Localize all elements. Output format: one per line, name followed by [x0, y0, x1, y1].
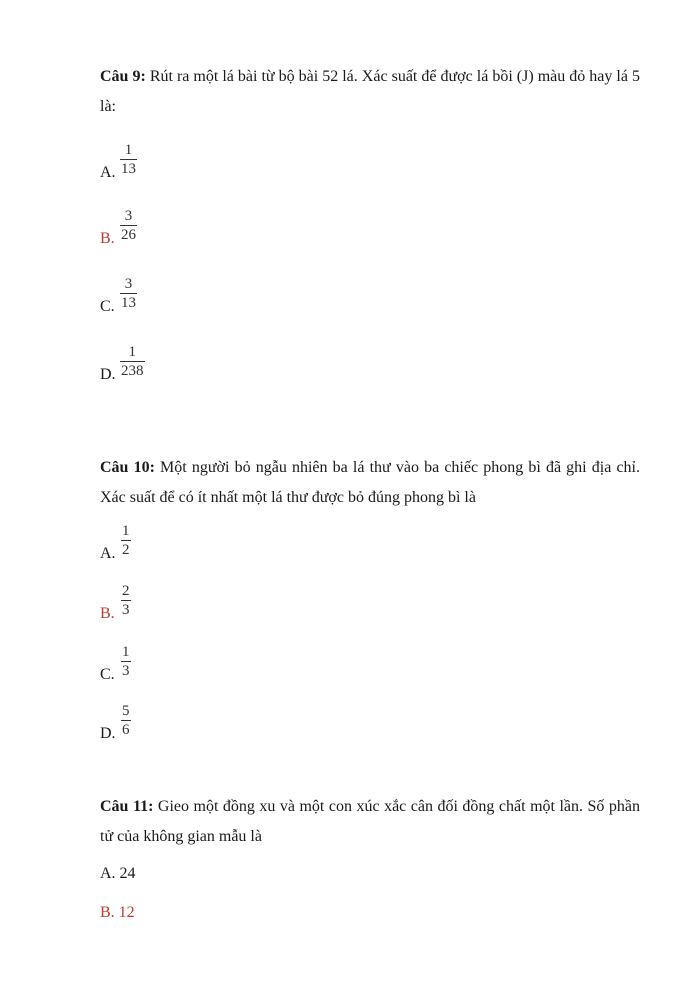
q11-option-a: A. 24 — [100, 865, 136, 882]
q11-option-b: B. 12 — [100, 904, 135, 921]
denominator: 2 — [122, 542, 130, 558]
question-11 — [100, 792, 640, 852]
denominator: 6 — [122, 722, 130, 738]
numerator: 5 — [122, 703, 130, 719]
q10-option-d-letter: D. — [100, 725, 116, 742]
question-10-label: Câu 10: — [100, 459, 155, 476]
q10-option-a-letter: A. — [100, 545, 116, 562]
denominator: 13 — [121, 161, 136, 177]
fraction-bar — [121, 600, 131, 601]
question-10-text: Một người bỏ ngẫu nhiên ba lá thư vào ba chiếc phong bì đã ghi địa chỉ. Xác suất để có ít nhất một lá thư được bỏ đúng phong bì là — [100, 459, 641, 506]
numerator: 2 — [122, 583, 130, 599]
q10-option-c-fraction — [121, 644, 131, 679]
numerator: 3 — [124, 276, 133, 292]
question-11-text: Gieo một đồng xu và một con xúc xắc cân đối đồng chất một lần. Số phần tử của không gian mẫu là — [100, 798, 641, 845]
question-9-text: Rút ra một lá bài từ bộ bài 52 lá. Xác suất để được lá bồi (J) màu đỏ hay lá 5 là: — [100, 68, 641, 115]
q10-option-b-fraction — [121, 583, 131, 618]
fraction-bar — [121, 661, 131, 662]
numerator: 1 — [122, 523, 130, 539]
numerator: 1 — [128, 344, 136, 360]
question-10 — [100, 453, 640, 513]
q9-option-a-letter: A. — [100, 164, 116, 181]
fraction-bar — [121, 540, 131, 541]
fraction-bar — [120, 159, 137, 160]
numerator: 1 — [124, 142, 133, 158]
denominator: 13 — [121, 295, 136, 311]
fraction-bar — [120, 225, 137, 226]
q9-option-d-fraction — [120, 344, 145, 379]
numerator: 1 — [122, 644, 130, 660]
denominator: 238 — [121, 363, 144, 379]
q9-option-c-fraction — [120, 276, 137, 311]
q10-option-a-fraction — [121, 523, 131, 558]
question-9-label: Câu 9: — [100, 68, 146, 85]
q10-option-b-letter: B. — [100, 605, 115, 622]
fraction-bar — [121, 720, 131, 721]
q9-option-a-fraction — [120, 142, 137, 177]
question-9 — [100, 62, 640, 122]
denominator: 3 — [122, 602, 130, 618]
denominator: 3 — [122, 663, 130, 679]
question-11-label: Câu 11: — [100, 798, 154, 815]
q9-option-d-letter: D. — [100, 366, 116, 383]
q9-option-b-letter: B. — [100, 230, 115, 247]
q10-option-c-letter: C. — [100, 666, 115, 683]
q9-option-b-fraction — [120, 208, 137, 243]
fraction-bar — [120, 293, 137, 294]
denominator: 26 — [121, 227, 136, 243]
q9-option-c-letter: C. — [100, 298, 115, 315]
numerator: 3 — [124, 208, 133, 224]
q10-option-d-fraction — [121, 703, 131, 738]
fraction-bar — [120, 361, 145, 362]
